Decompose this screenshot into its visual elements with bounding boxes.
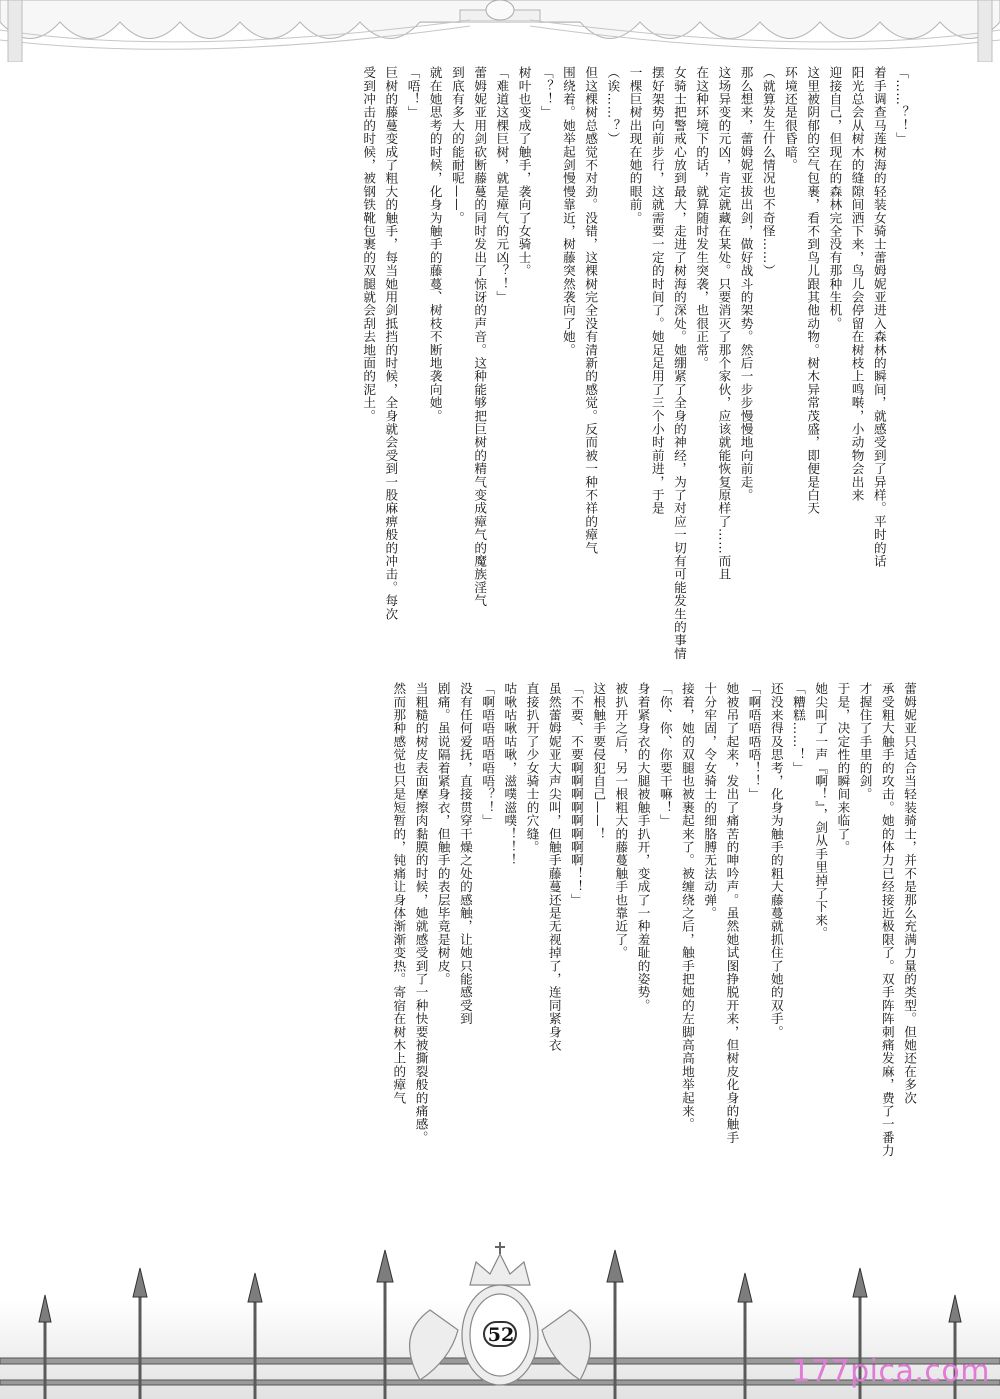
upper-text-line: 摆好架势向前步行，这就需要一定的时间了。她足足用了三个小时前进，于是 [649,66,665,515]
upper-text-line: 受到冲击的时候，被钢铁靴包裹的双腿就会刮去地面的泥土。 [361,66,377,423]
lower-text-line: 直接扒开了少女骑士的穴缝。 [524,682,540,854]
top-curtain-border [0,0,1000,62]
lower-text-line: 身着紧身衣的大腿被触手扒开，变成了一种羞耻的姿势。 [635,682,651,1012]
lower-text-line: 承受粗大触手的攻击。她的体力已经接近极限了。双手阵阵刺痛发麻，费了一番力 [879,682,895,1158]
lower-text-line: 「啊唔唔唔唔！！」 [746,682,762,801]
lower-text-line: 被扒开之后，另一根粗大的藤蔓触手也靠近了。 [613,682,629,960]
upper-text-line: 女骑士把警戒心放到最大，走进了树海的深处。她绷紧了全身的神经，为了对应一切有可能发生的事情 [671,66,687,660]
lower-text-line: 「你、你、你要干嘛！」 [657,682,673,828]
upper-text-line: 环境还是很昏暗。 [782,66,798,172]
upper-text-line: 迎接自己，但现在的森林完全没有那种生机。 [827,66,843,330]
lower-text-line: 她被吊了起来，发出了痛苦的呻吟声。虽然她试图挣脱开来，但树皮化身的触手 [724,682,740,1144]
upper-text-line: 「？！」 [538,66,554,119]
upper-text-line: 这里被阴郁的空气包裹，看不到鸟儿跟其他动物。树木异常茂盛，即便是白天 [805,66,821,515]
upper-text-line: 「唔！」 [405,66,421,119]
lower-text-line: 剧痛。虽说隔着紧身衣，但触手的表层毕竟是树皮。 [435,682,451,986]
upper-text-line: 围绕着。她举起剑慢慢靠近，树藤突然袭向了她。 [560,66,576,357]
lower-text-line: 虽然蕾姆妮亚大声尖叫，但触手藤蔓还是无视掉了，连同紧身衣 [546,682,562,1052]
upper-text-line: 「难道这棵巨树，就是瘴气的元凶？！」 [494,66,510,304]
lower-text-line: 她尖叫了一声『啊！』，剑从手里掉了下来。 [813,682,829,940]
lower-text-line: 还没来得及思考，化身为触手的粗大藤蔓就抓住了她的双手。 [768,682,784,1039]
upper-text-line: 阳光总会从树木的缝隙间洒下来，鸟儿会停留在树枝上鸣啭，小动物会出来 [849,66,865,502]
lower-text-line: 「不要、不要啊啊啊啊啊啊啊啊！！」 [568,682,584,907]
lower-text-line: 然而那种感觉也只是短暂的，钝痛让身体渐渐变热。寄宿在树木上的瘴气 [391,682,407,1105]
lower-text-line: 「糟糕……！」 [790,682,806,775]
upper-text-line: （就算发生什么情况也不奇怪……） [760,66,776,278]
lower-text-line: 十分牢固，令女骑士的细胳膊无法动弹。 [702,682,718,920]
lower-text-line: 这根触手要侵犯自己——！ [591,682,607,841]
lower-text-line: 「啊唔唔唔唔唔唔？！」 [480,682,496,828]
upper-text-block [85,66,912,660]
upper-text-line: 树叶也变成了触手，袭向了女骑士。 [516,66,532,278]
upper-text-line: 巨树的藤蔓变成了粗大的触手，每当她用剑抵挡的时候，全身就会受到一股麻痹般的冲击。每次 [383,66,399,621]
upper-text-line: 但这棵树总感觉不对劲。没错，这棵树完全没有清新的感觉。反而被一种不祥的瘴气 [583,66,599,555]
upper-text-line: 那么想来，蕾姆妮亚拔出剑，做好战斗的架势。然后一步步慢慢地向前走。 [738,66,754,502]
lower-text-line: 才握住了手里的剑。 [857,682,873,801]
upper-text-line: （诶……？） [605,66,621,146]
upper-text-line: 这场异变的元凶，肯定就藏在某处。只要消灭了那个家伙，应该就能恢复原样了……而且 [716,66,732,581]
watermark-text: 177pica.com [791,1354,990,1389]
lower-text-line: 没有任何爱抚，直接贯穿干燥之处的感触，让她只能感受到 [457,682,473,1026]
lower-text-line: 咕啾咕啾咕啾，滋噗滋噗！！！ [502,682,518,867]
upper-text-line: 着手调查马莲树海的轻装女骑士蕾姆妮亚进入森林的瞬间，就感受到了异样。平时的话 [871,66,887,568]
lower-text-line: 蕾姆妮亚只适合当轻装骑士，并不是那么充满力量的类型。但她还在多次 [902,682,917,1105]
upper-text-line: 在这种环境下的话，就算随时发生突袭，也很正常。 [694,66,710,370]
upper-text-line: 就在她思考的时候，化身为触手的藤蔓、树枝不断地袭向她。 [427,66,443,423]
lower-text-line: 当粗糙的树皮表面摩擦肉黏膜的时候，她就感受到了一种快要被撕裂般的痛感。 [413,682,429,1144]
page-number: 52 [487,1324,515,1346]
lower-text-line: 于是，决定性的瞬间来临了。 [835,682,851,854]
upper-text-line: 到底有多大的能耐呢——。 [449,66,465,225]
upper-text-line: 蕾姆妮亚用剑砍断藤蔓的同时发出了惊讶的声音。这种能够把巨树的精气变成瘴气的魔族淫气 [472,66,488,608]
lower-text-line: 接着，她的双腿也被裹起来了。被缠绕之后，触手把她的左脚高高地举起来。 [679,682,695,1131]
upper-text-line: 「……？！」 [894,66,909,146]
lower-text-block [110,682,920,1158]
upper-text-line: 一棵巨树出现在她的眼前。 [627,66,643,225]
